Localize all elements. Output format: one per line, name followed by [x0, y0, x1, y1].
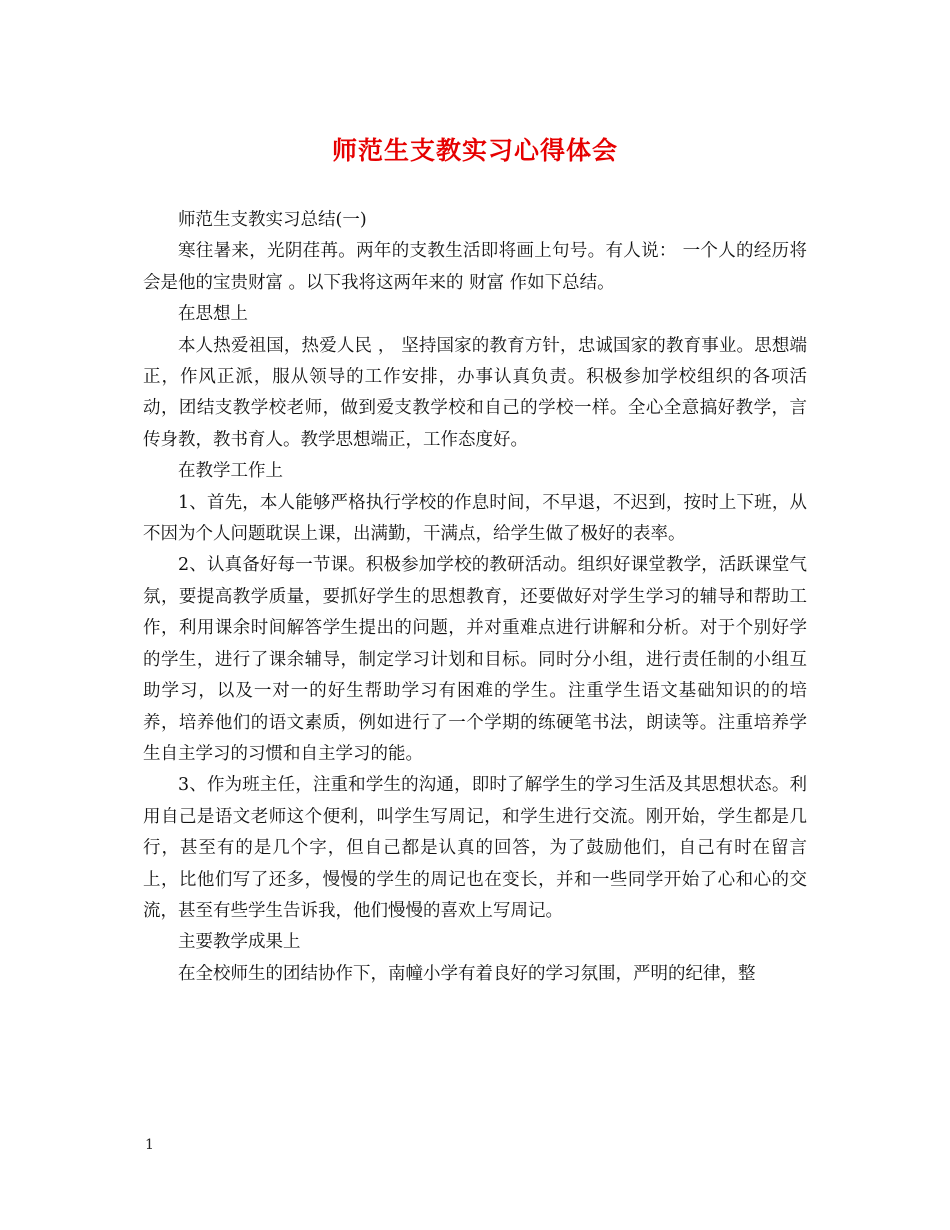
section-heading: 师范生支教实习总结(一) [178, 210, 367, 230]
section-heading: 在思想上 [178, 304, 248, 325]
document-title: 师范生支教实习心得体会 [331, 136, 618, 165]
section-heading: 主要教学成果上 [178, 932, 301, 953]
body-paragraph: 本人热爱祖国，热爱人民 ， 坚持国家的教育方针，忠诚国家的教育事业。思想端正，作风正派，服从领导的工作安排，办事认真负责。积极参加学校组织的各项活动，团结支教学校老师，做到爱支教学校和自己的学校一样。全心全意搞好教学，言传身教，教书育人。教学思想端正，工作态度好。 [143, 335, 807, 450]
document-body [143, 205, 807, 990]
page-number: 1 [145, 1137, 154, 1153]
body-paragraph: 在全校师生的团结协作下，南幢小学有着良好的学习氛围，严明的纪律，整 [178, 963, 756, 984]
body-paragraph: 2、认真备好每一节课。积极参加学校的教研活动。组织好课堂教学，活跃课堂气氛，要提高教学质量，要抓好学生的思想教育，还要做好对学生学习的辅导和帮助工作，利用课余时间解答学生提出的问题，并对重难点进行讲解和分析。对于个别好学的学生，进行了课余辅导，制定学习计划和目标。同时分小组，进行责任制的小组互助学习，以及一对一的好生帮助学习有困难的学生。注重学生语文基础知识的的培养，培养他们的语文素质，例如进行了一个学期的练硬笔书法，朗读等。注重培养学生自主学习的习惯和自主学习的能。 [143, 555, 807, 764]
body-paragraph: 1、首先，本人能够严格执行学校的作息时间，不早退，不迟到，按时上下班，从不因为个人问题耽误上课，出满勤，干满点，给学生做了极好的表率。 [143, 492, 807, 545]
body-paragraph: 寒往暑来，光阴荏苒。两年的支教生活即将画上句号。有人说： 一个人的经历将会是他的宝贵财富 。以下我将这两年来的 财富 作如下总结。 [143, 241, 807, 293]
body-paragraph: 3、作为班主任，注重和学生的沟通，即时了解学生的学习生活及其思想状态。利用自己是语文老师这个便利，叫学生写周记，和学生进行交流。刚开始，学生都是几行，甚至有的是几个字，但自己都是认真的回答，为了鼓励他们，自己有时在留言上，比他们写了还多，慢慢的学生的周记也在变长，并和一些同学开始了心和心的交流，甚至有些学生告诉我，他们慢慢的喜欢上写周记。 [143, 775, 807, 921]
section-heading: 在教学工作上 [178, 461, 283, 482]
